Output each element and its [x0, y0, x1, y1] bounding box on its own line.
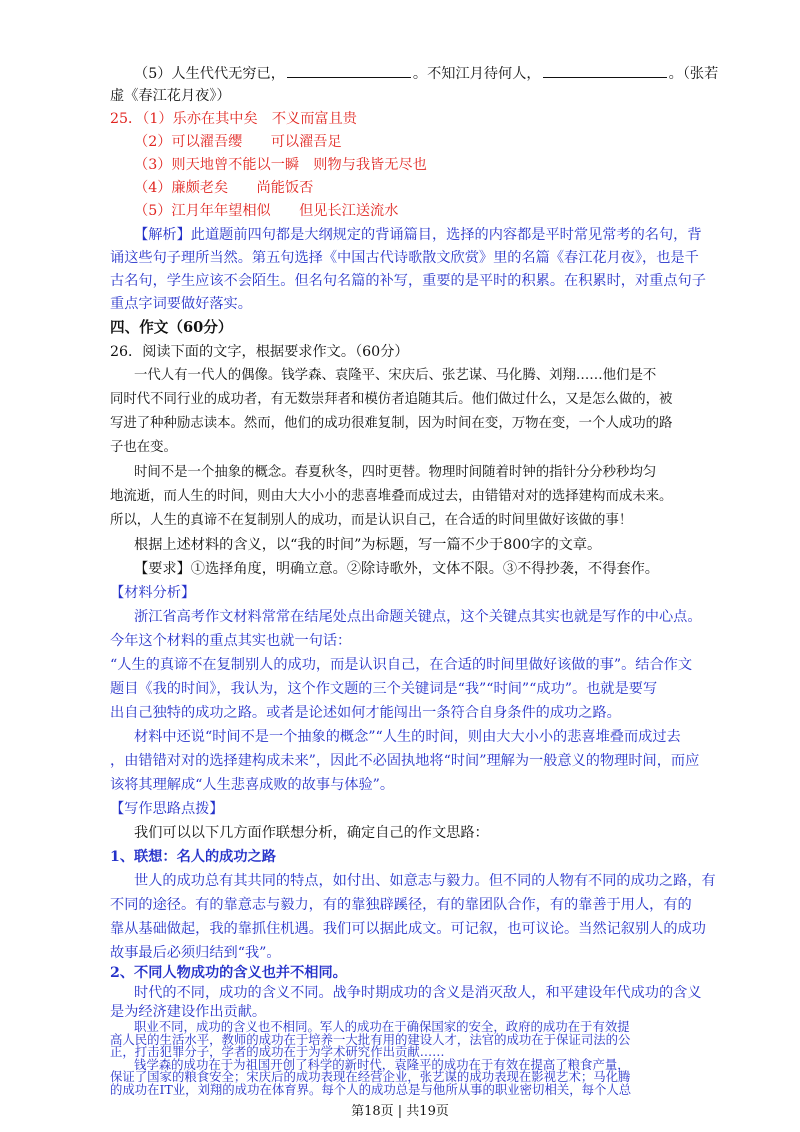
writing-point-line: 职业不同，成功的含义也不相同。军人的成功在于确保国家的安全，政府的成功在于有效提 — [134, 1019, 630, 1034]
answer-25-line: 25．（1）乐亦在其中矣 不义而富且贵 — [110, 111, 357, 127]
writing-ideas-title: 【写作思路点拨】 — [110, 801, 224, 817]
writing-ideas-intro: 我们可以以下几方面作联想分析，确定自己的作文思路： — [134, 825, 489, 841]
writing-point-line: 故事最后必须归结到“我”。 — [110, 945, 281, 961]
material-analysis-line: 出自己独特的成功之路。或者是论述如何才能闯出一条符合自身条件的成功之路。 — [110, 705, 621, 721]
writing-point-line: 正，打击犯罪分子，学者的成功在于为学术研究作出贡献…… — [110, 1044, 445, 1060]
analysis-25-line: 重点字词要做好落实。 — [110, 296, 252, 312]
writing-point-line: 是为经济建设作出贡献。 — [110, 1004, 267, 1020]
material-analysis-line: 材料中还说“时间不是一个抽象的概念”“人生的时间，则由大大小小的悲喜堆叠而成过去 — [134, 729, 681, 745]
writing-point-title: 2、不同人物成功的含义也并不相同。 — [110, 965, 347, 981]
q26-material-line: 地流逝，而人生的时间，则由大大小小的悲喜堆叠而成过去，由错错对对的选择建构而成未来。 — [110, 489, 673, 504]
q26-material-line: 时间不是一个抽象的概念。春夏秋冬，四时更替。物理时间随着时钟的指针分分秒秒均匀 — [134, 465, 657, 480]
writing-point-line: 的成功在IT业，刘翔的成功在体育界。每个人的成功总是与他所从事的职业密切相关，每个人总 — [110, 1082, 632, 1097]
material-analysis-line: 今年这个材料的重点其实也就一句话： — [110, 633, 352, 649]
q24-item5-suffix: 。（张若 — [668, 66, 719, 82]
material-analysis-line: 题目《我的时间》，我认为，这个作文题的三个关键词是“我”“时间”“成功”。也就是要写 — [110, 681, 658, 697]
analysis-25-line: 【解析】此道题前四句都是大纲规定的背诵篇目，选择的内容都是平时常见常考的名句，背 — [134, 227, 702, 243]
q26-material-line: 一代人有一代人的偶像。钱学森、袁隆平、宋庆后、张艺谋、马化腾、刘翔……他们是不 — [134, 368, 657, 383]
writing-point-line: 靠从基础做起，我的靠抓住机遇。我们可以据此成文。可记叙，也可议论。当然记叙别人的成功 — [110, 921, 706, 937]
q24-item5-middle: 。不知江月待何人， — [412, 66, 541, 82]
q26-requirement: 【要求】①选择角度，明确立意。②除诗歌外，文体不限。③不得抄袭，不得套作。 — [134, 561, 659, 577]
answer-25-line: （3）则天地曾不能以一瞬 则物与我皆无尽也 — [134, 157, 427, 173]
writing-point-line: 世人的成功总有其共同的特点，如付出、如意志与毅力。但不同的人物有不同的成功之路，有 — [134, 873, 716, 889]
answer-25-line: （2）可以濯吾缨 可以濯吾足 — [134, 134, 342, 150]
writing-point-line: 时代的不同，成功的含义不同。战争时期成功的含义是消灭敌人，和平建设年代成功的含义 — [134, 985, 702, 1001]
q24-item5 — [134, 63, 718, 84]
writing-point-line: 高人民的生活水平，教师的成功在于培养一大批有用的建设人才，法官的成功在于保证司法的公 — [110, 1031, 631, 1047]
answer-blank — [543, 63, 667, 78]
q26-material-line: 子也在变。 — [110, 440, 177, 455]
writing-point-line: 保证了国家的粮食安全；宋庆后的成功表现在经营企业，张艺谋的成功表现在影视艺术；马化腾 — [110, 1069, 631, 1085]
material-analysis-line: 该将其理解成“人生悲喜成败的故事与体验”。 — [110, 777, 395, 793]
q26-material-line: 写进了种种励志读本。然而，他们的成功很难复制，因为时间在变，万物在变，一个人成功的路 — [110, 416, 673, 431]
writing-point-line: 不同的途径。有的靠意志与毅力，有的靠独辟蹊径，有的靠团队合作，有的靠善于用人，有的 — [110, 897, 692, 913]
material-analysis-line: 浙江省高考作文材料常常在结尾处点出命题关键点，这个关键点其实也就是写作的中心点。 — [134, 609, 702, 625]
page-footer: 第18页 | 共19页 — [351, 1104, 449, 1119]
q26-material-line: 同时代不同行业的成功者，有无数崇拜者和模仿者追随其后。他们做过什么，又是怎么做的，被 — [110, 392, 673, 407]
analysis-25-line: 诵这些句子理所当然。第五句选择《中国古代诗歌散文欣赏》里的名篇《春江花月夜》，也是千 — [110, 250, 699, 266]
material-analysis-title: 【材料分析】 — [110, 585, 196, 601]
material-analysis-line: “人生的真谛不在复制别人的成功，而是认识自己，在合适的时间里做好该做的事”。结合作文 — [110, 657, 693, 673]
analysis-25-line: 古名句，学生应该不会陌生。但名句名篇的补写，重要的是平时的积累。在积累时，对重点句子 — [110, 273, 706, 289]
q24-item5-prefix: （5）人生代代无穷已， — [134, 66, 285, 82]
q24-item5-source: 虚《春江花月夜》） — [110, 88, 231, 104]
section-title: 四、作文（60分） — [110, 319, 233, 336]
answer-blank — [287, 63, 411, 78]
q26-stem: 26．阅读下面的文字，根据要求作文。（60分） — [110, 344, 409, 360]
material-analysis-line: ，由错错对对的选择建构成未来”，因此不必固执地将“时间”理解为一般意义的物理时间，而应 — [110, 753, 700, 769]
q26-material-line: 所以，人生的真谛不在复制别人的成功，而是认识自己，在合适的时间里做好该做的事！ — [110, 513, 633, 528]
answer-25-line: （4）廉颇老矣 尚能饭否 — [134, 180, 314, 196]
writing-point-line: 钱学森的成功在于为祖国开创了科学的新时代，袁隆平的成功在于有效在提高了粮食产量， — [134, 1056, 630, 1072]
answer-25-line: （5）江月年年望相似 但见长江送流水 — [134, 203, 399, 219]
writing-point-title: 1、联想：名人的成功之路 — [110, 849, 276, 865]
q26-instruction: 根据上述材料的含义，以“我的时间”为标题，写一篇不少于800字的文章。 — [134, 537, 602, 553]
